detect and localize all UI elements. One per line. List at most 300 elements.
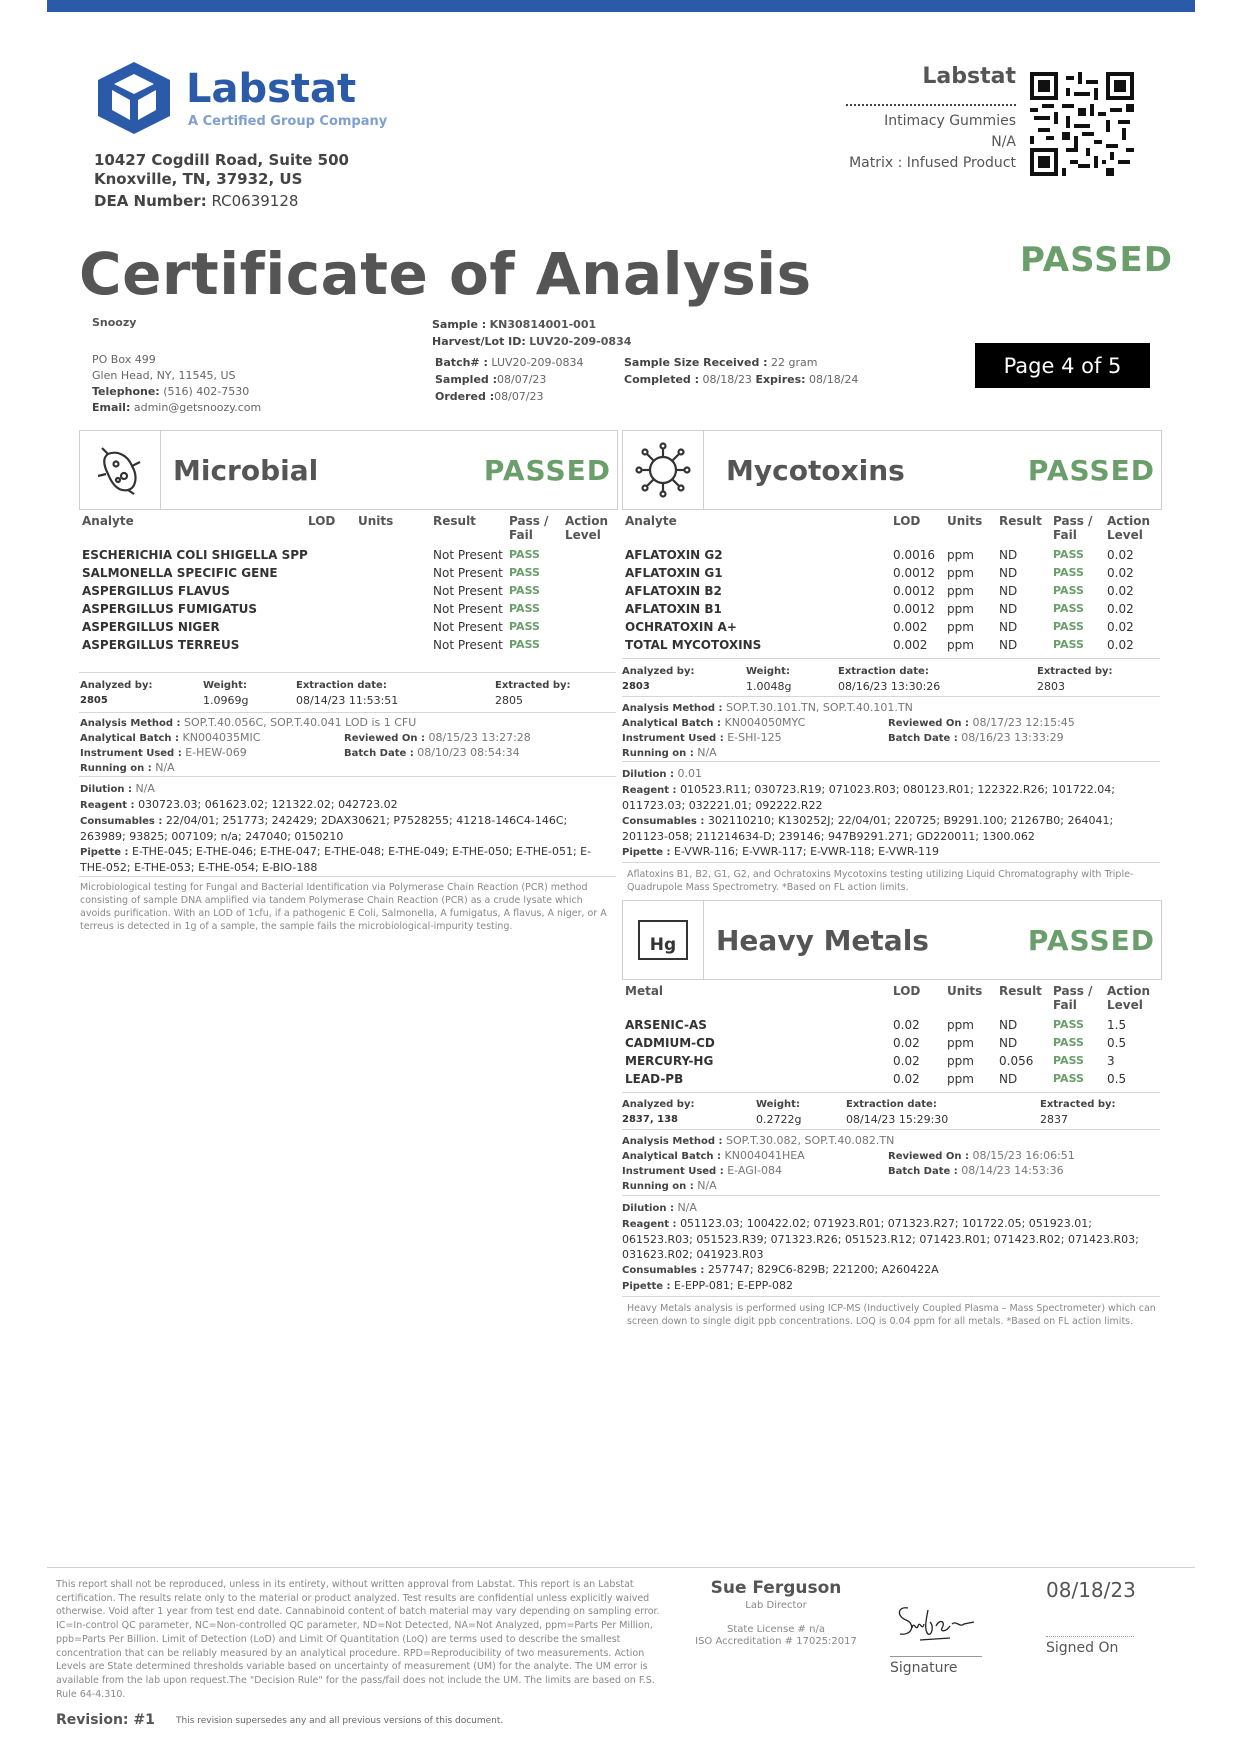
lod: 0.02: [893, 1036, 920, 1050]
lod: 0.0012: [893, 566, 935, 580]
action-level: [565, 564, 614, 582]
running-value: N/A: [697, 1179, 717, 1192]
qr-code-icon[interactable]: [1030, 72, 1134, 176]
hg-element-icon: [623, 901, 704, 979]
reagent-label: Reagent :: [622, 785, 677, 796]
client-address: [92, 352, 261, 416]
units: [358, 564, 433, 582]
email-value[interactable]: admin@getsnoozy.com: [133, 401, 262, 414]
divider: [79, 672, 616, 673]
ordered-value: 08/07/23: [494, 390, 544, 403]
running-label: Running on :: [622, 1181, 694, 1192]
reagent-label: Reagent :: [622, 1219, 677, 1230]
dilution-value: 0.01: [677, 767, 702, 780]
logo-wordmark: Labstat: [186, 66, 357, 112]
microbial-status: PASSED: [483, 453, 611, 487]
divider: [622, 761, 1160, 762]
analyzed-by-label: Analyzed by:: [622, 1099, 695, 1110]
signed-date: 08/18/23: [1046, 1578, 1136, 1602]
heavy-metals-method: [622, 1133, 1160, 1195]
lod: 0.0016: [893, 548, 935, 562]
mycotoxins-method: [622, 700, 1160, 762]
col-action-level: Action Level: [1107, 984, 1151, 1012]
microbial-reagents: [80, 781, 610, 875]
analyte: SALMONELLA SPECIFIC GENE: [82, 566, 278, 580]
reviewed-value: 08/17/23 12:15:45: [972, 716, 1075, 729]
lod: 0.02: [893, 1072, 920, 1086]
logo-tagline: A Certified Group Company: [188, 114, 388, 129]
batch-date-label: Batch Date :: [888, 733, 958, 744]
mycotoxins-note: Aflatoxins B1, B2, G1, G2, and Ochratoxins Mycotoxins testing utilizing Liquid Chromatography with Triple-Quadrupole Mass Spectrometry. *Based on FL action limits.: [627, 869, 1134, 893]
heavy-metals-title: Heavy Metals: [716, 923, 929, 957]
table-header-row: [82, 514, 614, 546]
product-na: N/A: [991, 134, 1016, 150]
units: ppm: [947, 1036, 974, 1050]
signed-on-label: Signed On: [1046, 1640, 1119, 1656]
table-header-row: [625, 984, 1160, 1016]
iso-accreditation: ISO Accreditation # 17025:2017: [695, 1636, 857, 1647]
labstat-logo-icon: [94, 60, 174, 136]
table-row: [625, 1052, 1160, 1070]
units: [358, 600, 433, 618]
col-result: Result: [999, 984, 1042, 998]
extracted-by-value: 2837: [1040, 1113, 1068, 1126]
units: ppm: [947, 1072, 974, 1086]
pass-fail: PASS: [509, 620, 540, 633]
microbial-header: [79, 430, 618, 510]
lod: [308, 618, 358, 636]
analyte: AFLATOXIN G1: [625, 566, 723, 580]
action-level: 1.5: [1107, 1018, 1127, 1032]
reagent-label: Reagent :: [80, 800, 135, 811]
method-value: SOP.T.30.101.TN, SOP.T.40.101.TN: [726, 701, 913, 714]
analyte: ASPERGILLUS FUMIGATUS: [82, 602, 258, 616]
pass-fail: PASS: [509, 638, 540, 651]
result: Not Present: [433, 638, 503, 652]
size-label: Sample Size Received :: [624, 356, 768, 369]
pass-fail: PASS: [1053, 620, 1084, 633]
extraction-date-label: Extraction date:: [846, 1099, 937, 1110]
heavy-metals-reagents: [622, 1200, 1160, 1294]
col-units: Units: [358, 514, 394, 528]
table-row: [82, 546, 614, 564]
col-lod: LOD: [893, 514, 921, 528]
col-pass-fail: Pass / Fail: [509, 514, 549, 542]
extraction-date-label: Extraction date:: [838, 666, 929, 677]
batch-date-value: 08/10/23 08:54:34: [417, 746, 520, 759]
running-label: Running on :: [622, 748, 694, 759]
running-value: N/A: [697, 746, 717, 759]
consumables-value: 257747; 829C6-829B; 221200; A260422A: [707, 1263, 939, 1276]
method-label: Analysis Method :: [622, 1136, 723, 1147]
lod: [308, 600, 358, 618]
analyte: MERCURY-HG: [625, 1054, 714, 1068]
pass-fail: PASS: [1053, 1018, 1084, 1031]
lod: 0.02: [893, 1018, 920, 1032]
email-label: Email:: [92, 401, 131, 414]
extracted-by-value: 2803: [1037, 680, 1065, 693]
result: ND: [999, 566, 1018, 580]
col-analyte: Analyte: [625, 514, 677, 528]
result: ND: [999, 602, 1018, 616]
extraction-date-value: 08/14/23 15:29:30: [846, 1113, 949, 1126]
col-action-level: Action Level: [1107, 514, 1151, 542]
result: ND: [999, 1036, 1018, 1050]
action-level: 0.02: [1107, 602, 1134, 616]
microbial-method: [80, 715, 620, 777]
harvest-label: Harvest/Lot ID:: [432, 335, 526, 348]
footer-divider: [47, 1567, 1195, 1568]
lod: [308, 564, 358, 582]
instrument-label: Instrument Used :: [622, 1166, 724, 1177]
lab-director-block: [686, 1578, 866, 1647]
pass-fail: PASS: [509, 584, 540, 597]
dea-label: DEA Number:: [94, 192, 207, 210]
mycotoxins-status: PASSED: [1027, 453, 1155, 487]
pass-fail: PASS: [1053, 602, 1084, 615]
result: ND: [999, 638, 1018, 652]
col-pass-fail: Pass / Fail: [1053, 514, 1093, 542]
result: Not Present: [433, 548, 503, 562]
mycotoxins-header: [622, 430, 1162, 510]
col-units: Units: [947, 984, 983, 998]
sampled-label: Sampled :: [435, 373, 498, 386]
lod: 0.0012: [893, 584, 935, 598]
units: [358, 546, 433, 564]
analyte: AFLATOXIN B1: [625, 602, 722, 616]
state-license: State License # n/a: [727, 1624, 825, 1635]
batch-date-value: 08/16/23 13:33:29: [961, 731, 1064, 744]
action-level: 0.02: [1107, 584, 1134, 598]
col-metal: Metal: [625, 984, 664, 998]
lab-address: [94, 151, 349, 189]
result: 0.056: [999, 1054, 1034, 1068]
pass-fail: PASS: [1053, 1072, 1084, 1085]
analyte: ASPERGILLUS TERREUS: [82, 638, 240, 652]
microbial-table: [82, 514, 614, 654]
dilution-label: Dilution :: [622, 1203, 674, 1214]
weight-label: Weight:: [756, 1099, 800, 1110]
divider: [622, 1296, 1160, 1297]
result: ND: [999, 584, 1018, 598]
client-city: Glen Head, NY, 11545, US: [92, 369, 236, 382]
result: ND: [999, 620, 1018, 634]
footer-disclaimer: This report shall not be reproduced, unless in its entirety, without written approval from Labstat. This report is an Labstat certification. The results relate only to the material or product analyzed. Test results are confidential unless explicitly waived otherwise. Void after 1 year from test end date. Cannabinoid content of batch material may vary depending on sampling error. IC=In-control QC parameter, NC=Non-controlled QC parameter, ND=Not Detected, NA=Not Analyzed, ppm=Parts Per Million, ppb=Parts Per Billion. Limit of Detection (LoD) and Limit Of Quantitation (LoQ) are terms used to describe the smallest concentration that can be reliably measured by an analytical procedure. RPD=Reproducibility of two measurements. Action Levels are State determined thresholds variable based on uncertainty of measurement (UM) for the analyte. The UM error is available from the lab upon request.The "Decision Rule" for the pass/fail does not include the UM. The limits are based on F.S. Rule 64-4.310.: [56, 1579, 660, 1700]
ordered-label: Ordered :: [435, 390, 495, 403]
extracted-by-label: Extracted by:: [495, 680, 571, 691]
batch-label: Batch# :: [435, 356, 488, 369]
instrument-label: Instrument Used :: [622, 733, 724, 744]
col-result: Result: [433, 514, 476, 528]
action-level: 0.5: [1107, 1036, 1127, 1050]
analyte: ASPERGILLUS FLAVUS: [82, 584, 230, 598]
microbe-icon: [80, 431, 161, 509]
product-matrix: Matrix : Infused Product: [849, 155, 1016, 171]
method-label: Analysis Method :: [622, 703, 723, 714]
analytical-batch-label: Analytical Batch :: [80, 733, 180, 744]
mycotoxins-table: [625, 514, 1160, 654]
table-row: [625, 636, 1160, 654]
table-row: [625, 618, 1160, 636]
lod: [308, 582, 358, 600]
table-row: [82, 600, 614, 618]
dilution-label: Dilution :: [80, 784, 132, 795]
units: ppm: [947, 548, 974, 562]
consumables-value: 22/04/01; 251773; 242429; 2DAX30621; P7528255; 41218-146C4-146C; 263989; 93825; 007109; n/a; 247040; 0150210: [80, 814, 568, 843]
divider: [79, 776, 616, 777]
consumables-label: Consumables :: [622, 1265, 705, 1276]
director-title: Lab Director: [745, 1600, 807, 1611]
telephone-value: (516) 402-7530: [163, 385, 250, 398]
reagent-value: 051123.03; 100422.02; 071923.R01; 071323.R27; 101722.05; 051923.01; 061523.R03; 051523.R39; 071323.R26; 051523.R12; 071423.R01; 071423.R02; 071423.R03; 031623.R02; 041923.R03: [622, 1217, 1139, 1261]
batch-date-value: 08/14/23 14:53:36: [961, 1164, 1064, 1177]
units: ppm: [947, 566, 974, 580]
reagent-value: 030723.03; 061623.02; 121322.02; 042723.02: [138, 798, 398, 811]
result: Not Present: [433, 566, 503, 580]
running-value: N/A: [155, 761, 175, 774]
divider: [79, 876, 616, 877]
method-value: SOP.T.40.056C, SOP.T.40.041 LOD is 1 CFU: [184, 716, 417, 729]
analyte: LEAD-PB: [625, 1072, 684, 1086]
divider: [622, 1092, 1160, 1093]
signature-image: [890, 1598, 982, 1648]
revision: Revision: #1: [56, 1712, 155, 1728]
reviewed-label: Reviewed On :: [888, 718, 969, 729]
pass-fail: PASS: [1053, 638, 1084, 651]
units: [358, 636, 433, 654]
page-title: Certificate of Analysis: [79, 240, 812, 308]
divider: [622, 658, 1160, 659]
col-units: Units: [947, 514, 983, 528]
revision-note: This revision supersedes any and all previous versions of this document.: [176, 1716, 504, 1726]
expires-label: Expires:: [755, 373, 806, 386]
batch-date-label: Batch Date :: [344, 748, 414, 759]
reviewed-label: Reviewed On :: [344, 733, 425, 744]
lod: 0.002: [893, 638, 928, 652]
dea-value: RC0639128: [211, 192, 299, 210]
signature-label: Signature: [890, 1660, 958, 1676]
sample-size-completed: [624, 354, 858, 388]
col-analyte: Analyte: [82, 514, 134, 528]
instrument-label: Instrument Used :: [80, 748, 182, 759]
lod: [308, 546, 358, 564]
client-telephone: [92, 384, 261, 400]
analytical-batch-value: KN004050MYC: [724, 716, 806, 729]
table-row: [625, 582, 1160, 600]
units: ppm: [947, 584, 974, 598]
col-action-level: Action Level: [565, 514, 609, 542]
method-value: SOP.T.30.082, SOP.T.40.082.TN: [726, 1134, 895, 1147]
divider: [622, 862, 1160, 863]
analytical-batch-label: Analytical Batch :: [622, 718, 722, 729]
pass-fail: PASS: [509, 566, 540, 579]
product-info: [780, 111, 1016, 174]
table-row: [82, 618, 614, 636]
product-name: Intimacy Gummies: [884, 113, 1016, 129]
size-value: 22 gram: [771, 356, 818, 369]
pipette-label: Pipette :: [622, 1281, 671, 1292]
dea-number: [94, 192, 298, 210]
heavy-metals-status: PASSED: [1027, 923, 1155, 957]
hg-label: Hg: [638, 920, 688, 960]
units: [358, 582, 433, 600]
col-result: Result: [999, 514, 1042, 528]
lod: 0.002: [893, 620, 928, 634]
result: ND: [999, 1072, 1018, 1086]
analyte: ASPERGILLUS NIGER: [82, 620, 220, 634]
sampled-value: 08/07/23: [497, 373, 547, 386]
signed-on-line: [1046, 1636, 1134, 1637]
expires-value: 08/18/24: [809, 373, 859, 386]
overall-status: PASSED: [1020, 240, 1174, 280]
divider: [622, 696, 1160, 697]
heavy-metals-note: Heavy Metals analysis is performed using ICP-MS (Inductively Coupled Plasma – Mass Spectrometer) which can screen down to single digit ppb concentrations. LOQ is 0.04 ppm for all metals. *Based on FL action limits.: [627, 1303, 1156, 1327]
units: ppm: [947, 620, 974, 634]
weight-value: 1.0969g: [203, 694, 249, 707]
reviewed-label: Reviewed On :: [888, 1151, 969, 1162]
weight-label: Weight:: [746, 666, 790, 677]
action-level: [565, 582, 614, 600]
pass-fail: PASS: [1053, 1036, 1084, 1049]
method-label: Analysis Method :: [80, 718, 181, 729]
table-row: [82, 636, 614, 654]
action-level: 0.5: [1107, 1072, 1127, 1086]
lab-address-line1: 10427 Cogdill Road, Suite 500: [94, 151, 349, 169]
analyzed-by-value: 2803: [622, 681, 650, 692]
analytical-batch-label: Analytical Batch :: [622, 1151, 722, 1162]
dotted-divider: [846, 104, 1016, 106]
result: Not Present: [433, 584, 503, 598]
action-level: 0.02: [1107, 548, 1134, 562]
table-row: [625, 600, 1160, 618]
consumables-value: 302110210; K130252J; 22/04/01; 220725; B9291.100; 21267B0; 264041; 201123-058; 211214634-D; 239146; 947B9291.271; GD220011; 1300.062: [622, 814, 1114, 843]
director-name: Sue Ferguson: [710, 1578, 842, 1598]
harvest-id: LUV20-209-0834: [529, 335, 632, 348]
pass-fail: PASS: [1053, 1054, 1084, 1067]
top-accent-bar: [47, 0, 1195, 12]
action-level: 3: [1107, 1054, 1115, 1068]
reagent-value: 010523.R11; 030723.R19; 071023.R03; 080123.R01; 122322.R26; 101722.04; 011723.03; 032221.01; 092222.R22: [622, 783, 1115, 812]
table-row: [625, 1034, 1160, 1052]
pass-fail: PASS: [1053, 566, 1084, 579]
heavy-metals-header: [622, 900, 1162, 980]
consumables-label: Consumables :: [80, 816, 163, 827]
table-row: [625, 546, 1160, 564]
signature-line: [890, 1656, 982, 1657]
col-pass-fail: Pass / Fail: [1053, 984, 1093, 1012]
mycotoxins-reagents: [622, 766, 1160, 860]
col-lod: LOD: [893, 984, 921, 998]
running-label: Running on :: [80, 763, 152, 774]
mycotoxins-extraction: [622, 664, 1160, 696]
extracted-by-label: Extracted by:: [1037, 666, 1113, 677]
result: Not Present: [433, 602, 503, 616]
weight-value: 1.0048g: [746, 680, 792, 693]
action-level: 0.02: [1107, 638, 1134, 652]
client-po: PO Box 499: [92, 353, 156, 366]
telephone-label: Telephone:: [92, 385, 160, 398]
heavy-metals-extraction: [622, 1097, 1160, 1129]
action-level: [565, 546, 614, 564]
action-level: [565, 600, 614, 618]
virus-icon: [623, 431, 704, 509]
extracted-by-value: 2805: [495, 694, 523, 707]
analyte: CADMIUM-CD: [625, 1036, 715, 1050]
lod: [308, 636, 358, 654]
sample-dates: [435, 354, 583, 405]
table-row: [82, 564, 614, 582]
table-row: [625, 564, 1160, 582]
consumables-label: Consumables :: [622, 816, 705, 827]
units: ppm: [947, 1018, 974, 1032]
header-lab-name: Labstat: [922, 64, 1016, 89]
sample-id: KN30814001-001: [489, 318, 597, 331]
dilution-value: N/A: [135, 782, 155, 795]
analyte: OCHRATOXIN A+: [625, 620, 737, 634]
dilution-value: N/A: [677, 1201, 697, 1214]
divider: [79, 712, 616, 713]
completed-label: Completed :: [624, 373, 700, 386]
divider: [622, 1195, 1160, 1196]
analytical-batch-value: KN004035MIC: [182, 731, 261, 744]
table-row: [625, 1016, 1160, 1034]
units: [358, 618, 433, 636]
batch-date-label: Batch Date :: [888, 1166, 958, 1177]
weight-value: 0.2722g: [756, 1113, 802, 1126]
action-level: [565, 618, 614, 636]
microbial-extraction: [80, 678, 620, 710]
pipette-label: Pipette :: [80, 847, 129, 858]
pass-fail: PASS: [509, 602, 540, 615]
action-level: 0.02: [1107, 620, 1134, 634]
table-header-row: [625, 514, 1160, 546]
result: ND: [999, 548, 1018, 562]
page-indicator: Page 4 of 5: [975, 343, 1150, 388]
heavy-metals-table: [625, 984, 1160, 1088]
completed-value: 08/18/23: [702, 373, 752, 386]
reviewed-value: 08/15/23 13:27:28: [428, 731, 531, 744]
instrument-value: E-AGI-084: [727, 1164, 782, 1177]
units: ppm: [947, 1054, 974, 1068]
extraction-date-value: 08/14/23 11:53:51: [296, 694, 399, 707]
extraction-date-label: Extraction date:: [296, 680, 387, 691]
action-level: 0.02: [1107, 566, 1134, 580]
analyzed-by-label: Analyzed by:: [622, 666, 695, 677]
analyzed-by-label: Analyzed by:: [80, 680, 153, 691]
lod: 0.02: [893, 1054, 920, 1068]
mycotoxins-title: Mycotoxins: [726, 453, 905, 487]
sample-ids: [432, 316, 631, 350]
sample-label: Sample :: [432, 318, 487, 331]
pass-fail: PASS: [1053, 584, 1084, 597]
action-level: [565, 636, 614, 654]
analyte: AFLATOXIN B2: [625, 584, 722, 598]
units: ppm: [947, 638, 974, 652]
client-email: [92, 400, 261, 416]
weight-label: Weight:: [203, 680, 247, 691]
result: ND: [999, 1018, 1018, 1032]
microbial-title: Microbial: [173, 453, 319, 487]
microbial-note: Microbiological testing for Fungal and Bacterial Identification via Polymerase Chain Reaction (PCR) method consisting of sample DNA amplified via tandem Polymerase Chain Reaction (PCR) as a crude lysate which avoids purification. With an LOD of 1cfu, if a pathogenic E Coli, Salmonella, A fumigatus, A flavus, A niger, or A terreus is detected in 1g of a sample, the sample fails the microbiological-impurity testing.: [80, 882, 607, 932]
pass-fail: PASS: [1053, 548, 1084, 561]
analyte: TOTAL MYCOTOXINS: [625, 638, 762, 652]
batch-value: LUV20-209-0834: [491, 356, 584, 369]
divider: [622, 1129, 1160, 1130]
pass-fail: PASS: [509, 548, 540, 561]
analytical-batch-value: KN004041HEA: [724, 1149, 805, 1162]
extracted-by-label: Extracted by:: [1040, 1099, 1116, 1110]
lab-address-line2: Knoxville, TN, 37932, US: [94, 170, 303, 188]
